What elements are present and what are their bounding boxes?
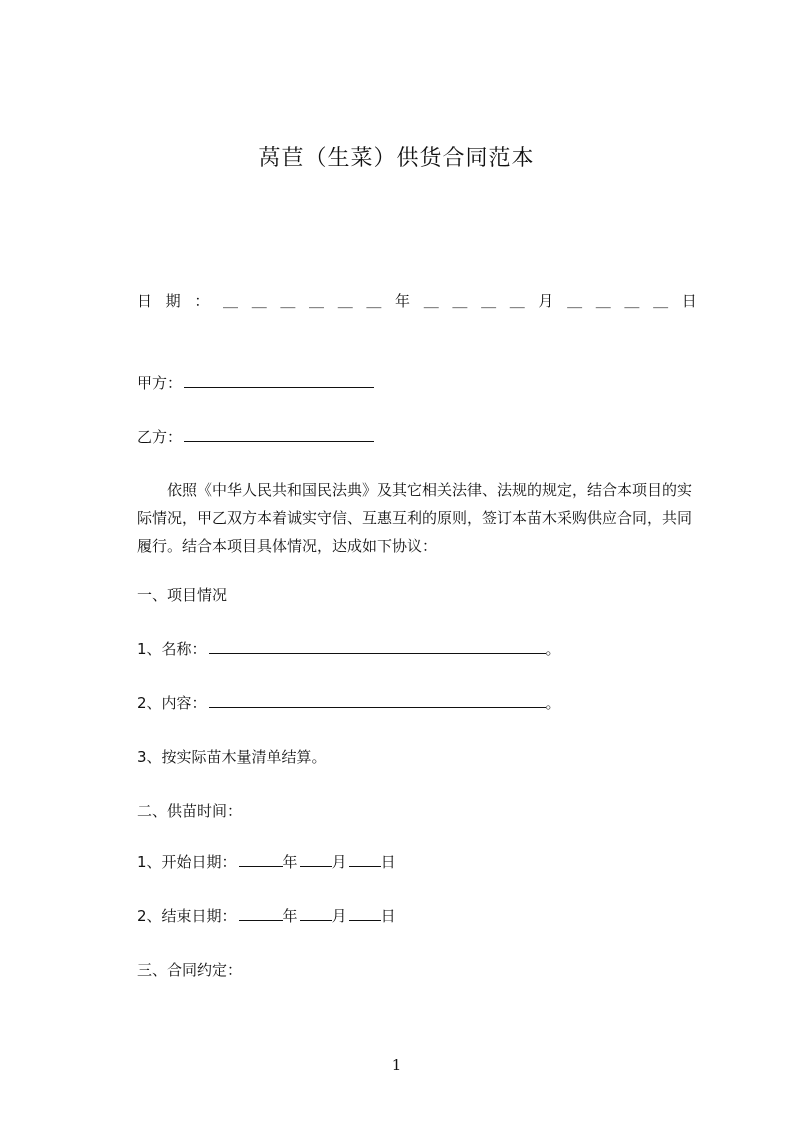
date-char: ＿ bbox=[280, 292, 296, 310]
year-label: 年 bbox=[282, 853, 298, 871]
start-date-row bbox=[137, 851, 396, 872]
date-char: 期 bbox=[165, 292, 181, 310]
item-content-blank[interactable] bbox=[209, 706, 546, 708]
date-char: ＿ bbox=[366, 292, 382, 310]
date-char: ＿ bbox=[509, 292, 525, 310]
end-date-row bbox=[137, 905, 396, 926]
end-date-label: 2、结束日期： bbox=[137, 907, 237, 925]
date-char: 日 bbox=[681, 292, 697, 310]
date-char: ＿ bbox=[595, 292, 611, 310]
period: 。 bbox=[545, 694, 561, 712]
month-label: 月 bbox=[331, 907, 347, 925]
document-title: 莴苣（生菜）供货合同范本 bbox=[258, 146, 535, 171]
start-month-blank[interactable] bbox=[300, 865, 332, 867]
month-label: 月 bbox=[331, 853, 347, 871]
item-settlement: 3、按实际苗木量清单结算。 bbox=[137, 748, 327, 766]
date-char: ＿ bbox=[653, 292, 669, 310]
date-char: ＿ bbox=[481, 292, 497, 310]
date-line bbox=[137, 290, 697, 311]
party-a-blank[interactable] bbox=[184, 386, 374, 388]
date-char: ＿ bbox=[423, 292, 439, 310]
date-char: 月 bbox=[538, 292, 554, 310]
date-char: ＿ bbox=[452, 292, 468, 310]
section-heading: 二、供苗时间： bbox=[137, 802, 243, 820]
date-char: ＿ bbox=[337, 292, 353, 310]
date-char: ： bbox=[194, 292, 210, 310]
date-char: ＿ bbox=[251, 292, 267, 310]
day-label: 日 bbox=[380, 907, 396, 925]
item-content-label: 2、内容： bbox=[137, 694, 207, 712]
date-char: ＿ bbox=[567, 292, 583, 310]
section-heading: 三、合同约定： bbox=[137, 961, 243, 979]
party-b-row bbox=[137, 426, 374, 447]
year-label: 年 bbox=[282, 907, 298, 925]
day-label: 日 bbox=[380, 853, 396, 871]
period: 。 bbox=[545, 640, 561, 658]
date-char: ＿ bbox=[309, 292, 325, 310]
section-heading: 一、项目情况 bbox=[137, 586, 228, 604]
date-char: ＿ bbox=[223, 292, 239, 310]
party-b-label: 乙方： bbox=[137, 428, 183, 446]
date-char: 年 bbox=[395, 292, 411, 310]
start-year-blank[interactable] bbox=[239, 865, 283, 867]
item-name-blank[interactable] bbox=[209, 652, 546, 654]
intro-line: 依照《中华人民共和国民法典》及其它相关法律、法规的规定，结合本项目的实 bbox=[167, 481, 693, 499]
party-a-row bbox=[137, 372, 374, 393]
item-name-row bbox=[137, 638, 561, 659]
party-b-blank[interactable] bbox=[184, 440, 374, 442]
start-date-label: 1、开始日期： bbox=[137, 853, 237, 871]
date-char: 日 bbox=[137, 292, 153, 310]
item-content-row bbox=[137, 692, 561, 713]
intro-paragraph bbox=[137, 476, 702, 560]
intro-line: 际情况，甲乙双方本着诚实守信、互惠互利的原则，签订本苗木采购供应合同，共同 bbox=[137, 509, 693, 527]
date-char: ＿ bbox=[624, 292, 640, 310]
item-name-label: 1、名称： bbox=[137, 640, 207, 658]
intro-line: 履行。结合本项目具体情况，达成如下协议： bbox=[137, 537, 438, 555]
end-day-blank[interactable] bbox=[349, 919, 381, 921]
party-a-label: 甲方： bbox=[137, 374, 183, 392]
end-month-blank[interactable] bbox=[300, 919, 332, 921]
end-year-blank[interactable] bbox=[239, 919, 283, 921]
page-number: 1 bbox=[391, 1056, 402, 1074]
start-day-blank[interactable] bbox=[349, 865, 381, 867]
